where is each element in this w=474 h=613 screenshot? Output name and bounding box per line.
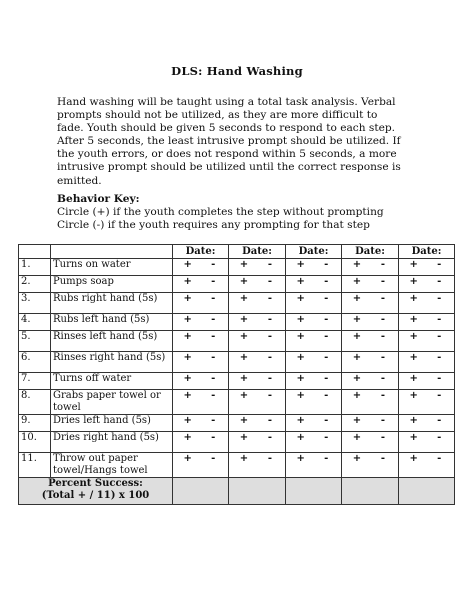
plus-option[interactable]: + bbox=[239, 259, 249, 270]
plus-option[interactable]: + bbox=[183, 259, 192, 270]
date-header[interactable]: Date: bbox=[342, 245, 399, 259]
behavior-key-minus: Circle (-) if the youth requires any prompting for that step bbox=[57, 219, 370, 231]
plus-option[interactable]: + bbox=[296, 390, 305, 401]
date-header[interactable]: Date: bbox=[399, 245, 455, 259]
minus-option[interactable]: - bbox=[324, 390, 329, 401]
minus-option[interactable]: - bbox=[267, 331, 273, 342]
plus-option[interactable]: + bbox=[352, 314, 362, 325]
step-number: 8. bbox=[19, 390, 51, 415]
plus-option[interactable]: + bbox=[183, 276, 192, 287]
score-cell bbox=[173, 314, 229, 331]
score-cell bbox=[399, 276, 455, 293]
score-cell bbox=[399, 390, 455, 415]
step-number: 3. bbox=[19, 293, 51, 314]
score-cell bbox=[342, 453, 399, 478]
minus-option[interactable]: - bbox=[211, 314, 216, 325]
score-cell bbox=[399, 352, 455, 373]
score-cell bbox=[342, 276, 399, 293]
step-row bbox=[19, 331, 455, 352]
plus-option[interactable]: + bbox=[352, 415, 362, 426]
step-row bbox=[19, 352, 455, 373]
score-cell bbox=[399, 453, 455, 478]
score-cell bbox=[229, 352, 286, 373]
step-number: 10. bbox=[19, 432, 51, 453]
score-cell bbox=[229, 276, 286, 293]
plus-option[interactable]: + bbox=[183, 390, 192, 401]
step-row bbox=[19, 432, 455, 453]
minus-option[interactable]: - bbox=[380, 390, 386, 401]
score-cell bbox=[173, 293, 229, 314]
plus-option[interactable]: + bbox=[352, 276, 362, 287]
minus-option[interactable]: - bbox=[324, 415, 329, 426]
plus-option[interactable]: + bbox=[239, 453, 249, 464]
percent-success-formula: (Total + / 11) x 100 bbox=[41, 490, 150, 501]
score-cell bbox=[399, 432, 455, 453]
plus-option[interactable]: + bbox=[183, 352, 192, 363]
step-row bbox=[19, 373, 455, 390]
score-cell bbox=[342, 314, 399, 331]
minus-option[interactable]: - bbox=[437, 352, 442, 363]
step-number: 11. bbox=[19, 453, 51, 478]
step-number: 2. bbox=[19, 276, 51, 293]
plus-option[interactable]: + bbox=[239, 276, 249, 287]
minus-option[interactable]: - bbox=[380, 314, 386, 325]
plus-option[interactable]: + bbox=[296, 259, 305, 270]
step-description: Pumps soap bbox=[51, 276, 173, 293]
plus-option[interactable]: + bbox=[296, 432, 305, 443]
minus-option[interactable]: - bbox=[380, 331, 386, 342]
step-description: Rinses left hand (5s) bbox=[51, 331, 173, 352]
minus-option[interactable]: - bbox=[211, 453, 216, 464]
score-cell bbox=[229, 415, 286, 432]
plus-option[interactable]: + bbox=[352, 259, 362, 270]
plus-option[interactable]: + bbox=[352, 293, 362, 304]
score-cell bbox=[229, 390, 286, 415]
plus-option[interactable]: + bbox=[352, 390, 362, 401]
minus-option[interactable]: - bbox=[211, 373, 216, 384]
behavior-key-heading: Behavior Key: bbox=[57, 193, 140, 205]
intro-paragraph: Hand washing will be taught using a total task analysis. Verbal prompts should not be utilized, as they are more difficult to fade. Youth should be given 5 seconds to respond to each step. After 5 seconds, the least intrusive prompt should be utilized. If the youth errors, or does not respond within 5 seconds, a more intrusive prompt should be utilized until the correct response is emitted. bbox=[57, 96, 401, 187]
plus-option[interactable]: + bbox=[409, 415, 418, 426]
score-cell bbox=[342, 390, 399, 415]
plus-option[interactable]: + bbox=[409, 314, 418, 325]
plus-option[interactable]: + bbox=[352, 352, 362, 363]
score-cell bbox=[173, 276, 229, 293]
minus-option[interactable]: - bbox=[437, 373, 442, 384]
score-cell bbox=[286, 314, 342, 331]
score-cell bbox=[173, 453, 229, 478]
score-cell bbox=[399, 314, 455, 331]
minus-option[interactable]: - bbox=[380, 276, 386, 287]
percent-success-cell[interactable] bbox=[286, 478, 342, 505]
score-cell bbox=[286, 331, 342, 352]
score-cell bbox=[286, 259, 342, 276]
plus-option[interactable]: + bbox=[409, 432, 418, 443]
date-header[interactable]: Date: bbox=[229, 245, 286, 259]
minus-option[interactable]: - bbox=[267, 453, 273, 464]
step-row bbox=[19, 314, 455, 331]
step-description: Rubs left hand (5s) bbox=[51, 314, 173, 331]
score-cell bbox=[342, 432, 399, 453]
step-description: Grabs paper towel or towel bbox=[51, 390, 173, 415]
step-row bbox=[19, 453, 455, 478]
percent-success-cell[interactable] bbox=[399, 478, 455, 505]
score-cell bbox=[342, 259, 399, 276]
minus-option[interactable]: - bbox=[324, 453, 329, 464]
minus-option[interactable]: - bbox=[267, 314, 273, 325]
plus-option[interactable]: + bbox=[352, 373, 362, 384]
step-description: Turns off water bbox=[51, 373, 173, 390]
percent-success-cell[interactable] bbox=[173, 478, 229, 505]
step-row bbox=[19, 293, 455, 314]
score-cell bbox=[173, 373, 229, 390]
plus-option[interactable]: + bbox=[296, 415, 305, 426]
step-row bbox=[19, 390, 455, 415]
score-cell bbox=[229, 432, 286, 453]
score-cell bbox=[229, 453, 286, 478]
score-cell bbox=[286, 415, 342, 432]
step-description: Rinses right hand (5s) bbox=[51, 352, 173, 373]
plus-option[interactable]: + bbox=[239, 415, 249, 426]
percent-success-cell[interactable] bbox=[342, 478, 399, 505]
step-number: 1. bbox=[19, 259, 51, 276]
score-cell bbox=[342, 415, 399, 432]
score-cell bbox=[286, 352, 342, 373]
minus-option[interactable]: - bbox=[437, 276, 442, 287]
plus-option[interactable]: + bbox=[239, 331, 249, 342]
plus-option[interactable]: + bbox=[239, 293, 249, 304]
plus-option[interactable]: + bbox=[409, 293, 418, 304]
minus-option[interactable]: - bbox=[267, 259, 273, 270]
minus-option[interactable]: - bbox=[267, 432, 273, 443]
plus-option[interactable]: + bbox=[296, 373, 305, 384]
step-number: 6. bbox=[19, 352, 51, 373]
minus-option[interactable]: - bbox=[267, 352, 273, 363]
score-cell bbox=[399, 331, 455, 352]
step-number: 4. bbox=[19, 314, 51, 331]
percent-success-cell[interactable] bbox=[229, 478, 286, 505]
plus-option[interactable]: + bbox=[296, 453, 305, 464]
plus-option[interactable]: + bbox=[239, 352, 249, 363]
score-cell bbox=[286, 390, 342, 415]
date-header[interactable]: Date: bbox=[173, 245, 229, 259]
step-number: 9. bbox=[19, 415, 51, 432]
minus-option[interactable]: - bbox=[437, 331, 442, 342]
plus-option[interactable]: + bbox=[409, 453, 418, 464]
plus-option[interactable]: + bbox=[409, 373, 418, 384]
header-blank bbox=[51, 245, 173, 259]
step-row bbox=[19, 259, 455, 276]
plus-option[interactable]: + bbox=[239, 373, 249, 384]
minus-option[interactable]: - bbox=[324, 373, 329, 384]
score-cell bbox=[399, 293, 455, 314]
minus-option[interactable]: - bbox=[267, 293, 273, 304]
plus-option[interactable]: + bbox=[296, 293, 305, 304]
score-cell bbox=[342, 331, 399, 352]
minus-option[interactable]: - bbox=[437, 432, 442, 443]
minus-option[interactable]: - bbox=[380, 432, 386, 443]
minus-option[interactable]: - bbox=[437, 453, 442, 464]
minus-option[interactable]: - bbox=[324, 293, 329, 304]
minus-option[interactable]: - bbox=[437, 293, 442, 304]
score-cell bbox=[342, 352, 399, 373]
minus-option[interactable]: - bbox=[267, 276, 273, 287]
minus-option[interactable]: - bbox=[324, 276, 329, 287]
minus-option[interactable]: - bbox=[211, 293, 216, 304]
score-cell bbox=[286, 432, 342, 453]
minus-option[interactable]: - bbox=[211, 352, 216, 363]
date-header[interactable]: Date: bbox=[286, 245, 342, 259]
score-cell bbox=[173, 259, 229, 276]
plus-option[interactable]: + bbox=[183, 373, 192, 384]
score-cell bbox=[229, 373, 286, 390]
document-title: DLS: Hand Washing bbox=[171, 64, 303, 78]
minus-option[interactable]: - bbox=[437, 390, 442, 401]
step-description: Turns on water bbox=[51, 259, 173, 276]
minus-option[interactable]: - bbox=[211, 390, 216, 401]
percent-success-label bbox=[19, 478, 173, 505]
task-analysis-table bbox=[18, 244, 455, 505]
plus-option[interactable]: + bbox=[239, 432, 249, 443]
score-cell bbox=[399, 259, 455, 276]
score-cell bbox=[399, 415, 455, 432]
minus-option[interactable]: - bbox=[380, 352, 386, 363]
step-number: 7. bbox=[19, 373, 51, 390]
minus-option[interactable]: - bbox=[267, 390, 273, 401]
minus-option[interactable]: - bbox=[324, 259, 329, 270]
minus-option[interactable]: - bbox=[380, 373, 386, 384]
plus-option[interactable]: + bbox=[352, 453, 362, 464]
step-description: Rubs right hand (5s) bbox=[51, 293, 173, 314]
score-cell bbox=[173, 390, 229, 415]
minus-option[interactable]: - bbox=[211, 432, 216, 443]
plus-option[interactable]: + bbox=[296, 314, 305, 325]
minus-option[interactable]: - bbox=[380, 259, 386, 270]
minus-option[interactable]: - bbox=[267, 373, 273, 384]
plus-option[interactable]: + bbox=[296, 331, 305, 342]
plus-option[interactable]: + bbox=[183, 415, 192, 426]
score-cell bbox=[229, 331, 286, 352]
minus-option[interactable]: - bbox=[380, 415, 386, 426]
plus-option[interactable]: + bbox=[183, 314, 192, 325]
score-cell bbox=[229, 314, 286, 331]
minus-option[interactable]: - bbox=[324, 352, 329, 363]
step-description: Throw out paper towel/Hangs towel bbox=[51, 453, 173, 478]
score-cell bbox=[286, 276, 342, 293]
plus-option[interactable]: + bbox=[352, 331, 362, 342]
minus-option[interactable]: - bbox=[324, 331, 329, 342]
behavior-key-plus: Circle (+) if the youth completes the step without prompting bbox=[57, 206, 384, 218]
score-cell bbox=[399, 373, 455, 390]
score-cell bbox=[286, 293, 342, 314]
plus-option[interactable]: + bbox=[296, 352, 305, 363]
minus-option[interactable]: - bbox=[267, 415, 273, 426]
plus-option[interactable]: + bbox=[296, 276, 305, 287]
step-row bbox=[19, 415, 455, 432]
minus-option[interactable]: - bbox=[211, 331, 216, 342]
header-blank bbox=[19, 245, 51, 259]
minus-option[interactable]: - bbox=[211, 259, 216, 270]
plus-option[interactable]: + bbox=[239, 314, 249, 325]
minus-option[interactable]: - bbox=[324, 314, 329, 325]
minus-option[interactable]: - bbox=[380, 293, 386, 304]
minus-option[interactable]: - bbox=[324, 432, 329, 443]
score-cell bbox=[173, 331, 229, 352]
plus-option[interactable]: + bbox=[409, 352, 418, 363]
plus-option[interactable]: + bbox=[183, 293, 192, 304]
percent-success-title: Percent Success: bbox=[48, 478, 143, 489]
plus-option[interactable]: + bbox=[409, 259, 418, 270]
header-row bbox=[19, 245, 455, 259]
step-row bbox=[19, 276, 455, 293]
step-number: 5. bbox=[19, 331, 51, 352]
plus-option[interactable]: + bbox=[409, 331, 418, 342]
minus-option[interactable]: - bbox=[437, 415, 442, 426]
minus-option[interactable]: - bbox=[380, 453, 386, 464]
minus-option[interactable]: - bbox=[211, 276, 216, 287]
score-cell bbox=[342, 373, 399, 390]
step-description: Dries right hand (5s) bbox=[51, 432, 173, 453]
plus-option[interactable]: + bbox=[183, 331, 192, 342]
step-description: Dries left hand (5s) bbox=[51, 415, 173, 432]
plus-option[interactable]: + bbox=[352, 432, 362, 443]
score-cell bbox=[286, 453, 342, 478]
minus-option[interactable]: - bbox=[211, 415, 216, 426]
score-cell bbox=[173, 415, 229, 432]
score-cell bbox=[342, 293, 399, 314]
plus-option[interactable]: + bbox=[409, 390, 418, 401]
plus-option[interactable]: + bbox=[183, 453, 192, 464]
score-cell bbox=[173, 352, 229, 373]
score-cell bbox=[286, 373, 342, 390]
minus-option[interactable]: - bbox=[437, 259, 442, 270]
score-cell bbox=[173, 432, 229, 453]
percent-success-row bbox=[19, 478, 455, 505]
minus-option[interactable]: - bbox=[437, 314, 442, 325]
plus-option[interactable]: + bbox=[409, 276, 418, 287]
score-cell bbox=[229, 293, 286, 314]
score-cell bbox=[229, 259, 286, 276]
plus-option[interactable]: + bbox=[183, 432, 192, 443]
plus-option[interactable]: + bbox=[239, 390, 249, 401]
